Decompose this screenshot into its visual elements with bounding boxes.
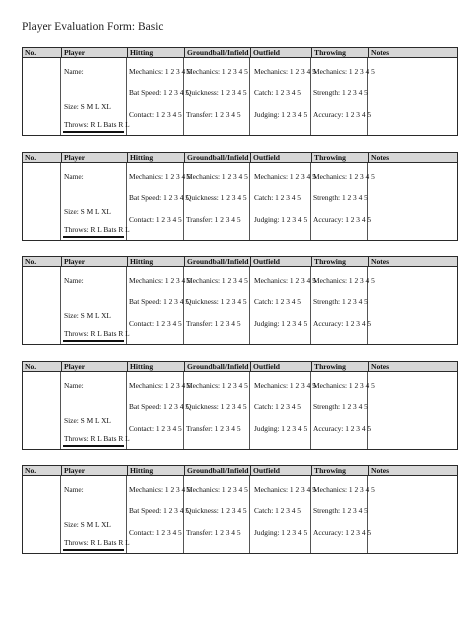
outfield-mechanics-rating[interactable]: Mechanics: 1 2 3 4 5 (254, 381, 316, 390)
player-throws-bats-field[interactable]: Throws: R L Bats R L (64, 120, 130, 129)
outfield-mechanics-rating[interactable]: Mechanics: 1 2 3 4 5 (254, 485, 316, 494)
evaluation-block-5 (22, 465, 458, 554)
throwing-mechanics-rating[interactable]: Mechanics: 1 2 3 4 5 (313, 67, 375, 76)
throwing-strength-rating[interactable]: Strength: 1 2 3 4 5 (313, 193, 368, 202)
outfield-judging-rating[interactable]: Judging: 1 2 3 4 5 (254, 528, 308, 537)
evaluation-row (22, 58, 458, 136)
hitting-bat-speed-rating[interactable]: Bat Speed: 1 2 3 4 5 (129, 297, 189, 306)
throwing-accuracy-rating[interactable]: Accuracy: 1 2 3 4 5 (313, 528, 372, 537)
throwing-mechanics-rating[interactable]: Mechanics: 1 2 3 4 5 (313, 381, 375, 390)
evaluation-block-3 (22, 256, 458, 345)
column-header-outfield: Outfield (250, 257, 311, 266)
column-header-no: No. (25, 466, 37, 475)
player-name-field[interactable]: Name: (64, 172, 84, 181)
groundball-mechanics-rating[interactable]: Mechanics: 1 2 3 4 5 (186, 485, 248, 494)
divider (249, 163, 250, 240)
groundball-mechanics-rating[interactable]: Mechanics: 1 2 3 4 5 (186, 67, 248, 76)
throws-bats-underline (63, 445, 124, 447)
throwing-strength-rating[interactable]: Strength: 1 2 3 4 5 (313, 402, 368, 411)
column-header-row (22, 361, 458, 372)
column-header-throwing: Throwing (311, 153, 368, 162)
player-throws-bats-field[interactable]: Throws: R L Bats R L (64, 225, 130, 234)
evaluation-block-1 (22, 47, 458, 136)
groundball-quickness-rating[interactable]: Quickness: 1 2 3 4 5 (186, 88, 247, 97)
column-header-no: No. (25, 257, 37, 266)
column-header-groundball: Groundball/Infield (184, 48, 250, 57)
column-header-groundball: Groundball/Infield (184, 257, 250, 266)
column-header-outfield: Outfield (250, 48, 311, 57)
evaluation-row (22, 476, 458, 554)
player-size-field[interactable]: Size: S M L XL (64, 207, 111, 216)
hitting-mechanics-rating[interactable]: Mechanics: 1 2 3 4 5 (129, 67, 191, 76)
column-header-no: No. (25, 48, 37, 57)
outfield-judging-rating[interactable]: Judging: 1 2 3 4 5 (254, 215, 308, 224)
column-header-row (22, 256, 458, 267)
outfield-catch-rating[interactable]: Catch: 1 2 3 4 5 (254, 297, 302, 306)
outfield-catch-rating[interactable]: Catch: 1 2 3 4 5 (254, 88, 302, 97)
notes-field[interactable] (368, 58, 457, 134)
hitting-bat-speed-rating[interactable]: Bat Speed: 1 2 3 4 5 (129, 88, 189, 97)
throws-bats-underline (63, 340, 124, 342)
outfield-catch-rating[interactable]: Catch: 1 2 3 4 5 (254, 402, 302, 411)
column-header-throwing: Throwing (311, 362, 368, 371)
column-header-no: No. (25, 362, 37, 371)
divider (249, 267, 250, 344)
column-header-outfield: Outfield (250, 362, 311, 371)
throwing-accuracy-rating[interactable]: Accuracy: 1 2 3 4 5 (313, 215, 372, 224)
divider (60, 163, 61, 240)
hitting-contact-rating[interactable]: Contact: 1 2 3 4 5 (129, 528, 182, 537)
column-header-row (22, 47, 458, 58)
column-header-notes: Notes (368, 48, 457, 57)
groundball-quickness-rating[interactable]: Quickness: 1 2 3 4 5 (186, 506, 247, 515)
player-name-field[interactable]: Name: (64, 67, 84, 76)
groundball-transfer-rating[interactable]: Transfer: 1 2 3 4 5 (186, 110, 241, 119)
column-header-groundball: Groundball/Infield (184, 466, 250, 475)
hitting-contact-rating[interactable]: Contact: 1 2 3 4 5 (129, 424, 182, 433)
groundball-mechanics-rating[interactable]: Mechanics: 1 2 3 4 5 (186, 172, 248, 181)
divider (60, 372, 61, 449)
player-name-field[interactable]: Name: (64, 485, 84, 494)
divider (60, 267, 61, 344)
throwing-strength-rating[interactable]: Strength: 1 2 3 4 5 (313, 297, 368, 306)
evaluation-row (22, 267, 458, 345)
column-header-hitting: Hitting (127, 153, 184, 162)
column-header-notes: Notes (368, 153, 457, 162)
outfield-catch-rating[interactable]: Catch: 1 2 3 4 5 (254, 193, 302, 202)
throwing-accuracy-rating[interactable]: Accuracy: 1 2 3 4 5 (313, 424, 372, 433)
hitting-mechanics-rating[interactable]: Mechanics: 1 2 3 4 5 (129, 172, 191, 181)
column-header-groundball: Groundball/Infield (184, 362, 250, 371)
outfield-judging-rating[interactable]: Judging: 1 2 3 4 5 (254, 110, 308, 119)
hitting-mechanics-rating[interactable]: Mechanics: 1 2 3 4 5 (129, 485, 191, 494)
hitting-contact-rating[interactable]: Contact: 1 2 3 4 5 (129, 319, 182, 328)
column-header-row (22, 152, 458, 163)
divider (60, 476, 61, 553)
player-size-field[interactable]: Size: S M L XL (64, 102, 111, 111)
throwing-strength-rating[interactable]: Strength: 1 2 3 4 5 (313, 506, 368, 515)
form-title: Player Evaluation Form: Basic (22, 21, 164, 33)
hitting-bat-speed-rating[interactable]: Bat Speed: 1 2 3 4 5 (129, 506, 189, 515)
divider (249, 58, 250, 135)
divider (60, 58, 61, 135)
outfield-mechanics-rating[interactable]: Mechanics: 1 2 3 4 5 (254, 276, 316, 285)
throwing-mechanics-rating[interactable]: Mechanics: 1 2 3 4 5 (313, 172, 375, 181)
column-header-outfield: Outfield (250, 153, 311, 162)
groundball-quickness-rating[interactable]: Quickness: 1 2 3 4 5 (186, 297, 247, 306)
column-header-player: Player (61, 362, 127, 371)
column-header-row (22, 465, 458, 476)
hitting-mechanics-rating[interactable]: Mechanics: 1 2 3 4 5 (129, 276, 191, 285)
groundball-quickness-rating[interactable]: Quickness: 1 2 3 4 5 (186, 193, 247, 202)
hitting-bat-speed-rating[interactable]: Bat Speed: 1 2 3 4 5 (129, 193, 189, 202)
hitting-contact-rating[interactable]: Contact: 1 2 3 4 5 (129, 110, 182, 119)
evaluation-row (22, 372, 458, 450)
hitting-mechanics-rating[interactable]: Mechanics: 1 2 3 4 5 (129, 381, 191, 390)
throwing-strength-rating[interactable]: Strength: 1 2 3 4 5 (313, 88, 368, 97)
outfield-catch-rating[interactable]: Catch: 1 2 3 4 5 (254, 506, 302, 515)
column-header-hitting: Hitting (127, 48, 184, 57)
column-header-player: Player (61, 257, 127, 266)
player-size-field[interactable]: Size: S M L XL (64, 311, 111, 320)
throwing-accuracy-rating[interactable]: Accuracy: 1 2 3 4 5 (313, 110, 372, 119)
column-header-notes: Notes (368, 257, 457, 266)
notes-field[interactable] (368, 163, 457, 239)
column-header-player: Player (61, 153, 127, 162)
divider (249, 476, 250, 553)
player-name-field[interactable]: Name: (64, 276, 84, 285)
throws-bats-underline (63, 236, 124, 238)
notes-field[interactable] (368, 372, 457, 448)
column-header-groundball: Groundball/Infield (184, 153, 250, 162)
groundball-mechanics-rating[interactable]: Mechanics: 1 2 3 4 5 (186, 276, 248, 285)
column-header-notes: Notes (368, 362, 457, 371)
groundball-transfer-rating[interactable]: Transfer: 1 2 3 4 5 (186, 319, 241, 328)
groundball-transfer-rating[interactable]: Transfer: 1 2 3 4 5 (186, 215, 241, 224)
groundball-quickness-rating[interactable]: Quickness: 1 2 3 4 5 (186, 402, 247, 411)
evaluation-row (22, 163, 458, 241)
groundball-transfer-rating[interactable]: Transfer: 1 2 3 4 5 (186, 528, 241, 537)
groundball-transfer-rating[interactable]: Transfer: 1 2 3 4 5 (186, 424, 241, 433)
outfield-mechanics-rating[interactable]: Mechanics: 1 2 3 4 5 (254, 67, 316, 76)
evaluation-block-4 (22, 361, 458, 450)
notes-field[interactable] (368, 476, 457, 552)
player-throws-bats-field[interactable]: Throws: R L Bats R L (64, 434, 130, 443)
player-size-field[interactable]: Size: S M L XL (64, 520, 111, 529)
outfield-mechanics-rating[interactable]: Mechanics: 1 2 3 4 5 (254, 172, 316, 181)
hitting-bat-speed-rating[interactable]: Bat Speed: 1 2 3 4 5 (129, 402, 189, 411)
notes-field[interactable] (368, 267, 457, 343)
hitting-contact-rating[interactable]: Contact: 1 2 3 4 5 (129, 215, 182, 224)
groundball-mechanics-rating[interactable]: Mechanics: 1 2 3 4 5 (186, 381, 248, 390)
player-size-field[interactable]: Size: S M L XL (64, 416, 111, 425)
evaluation-block-2 (22, 152, 458, 241)
throwing-mechanics-rating[interactable]: Mechanics: 1 2 3 4 5 (313, 485, 375, 494)
column-header-throwing: Throwing (311, 257, 368, 266)
throwing-mechanics-rating[interactable]: Mechanics: 1 2 3 4 5 (313, 276, 375, 285)
column-header-hitting: Hitting (127, 362, 184, 371)
player-name-field[interactable]: Name: (64, 381, 84, 390)
throwing-accuracy-rating[interactable]: Accuracy: 1 2 3 4 5 (313, 319, 372, 328)
column-header-player: Player (61, 466, 127, 475)
column-header-notes: Notes (368, 466, 457, 475)
column-header-hitting: Hitting (127, 466, 184, 475)
throws-bats-underline (63, 131, 124, 133)
column-header-no: No. (25, 153, 37, 162)
player-throws-bats-field[interactable]: Throws: R L Bats R L (64, 329, 130, 338)
throws-bats-underline (63, 549, 124, 551)
player-throws-bats-field[interactable]: Throws: R L Bats R L (64, 538, 130, 547)
column-header-outfield: Outfield (250, 466, 311, 475)
outfield-judging-rating[interactable]: Judging: 1 2 3 4 5 (254, 424, 308, 433)
column-header-throwing: Throwing (311, 48, 368, 57)
column-header-player: Player (61, 48, 127, 57)
column-header-throwing: Throwing (311, 466, 368, 475)
column-header-hitting: Hitting (127, 257, 184, 266)
divider (249, 372, 250, 449)
outfield-judging-rating[interactable]: Judging: 1 2 3 4 5 (254, 319, 308, 328)
